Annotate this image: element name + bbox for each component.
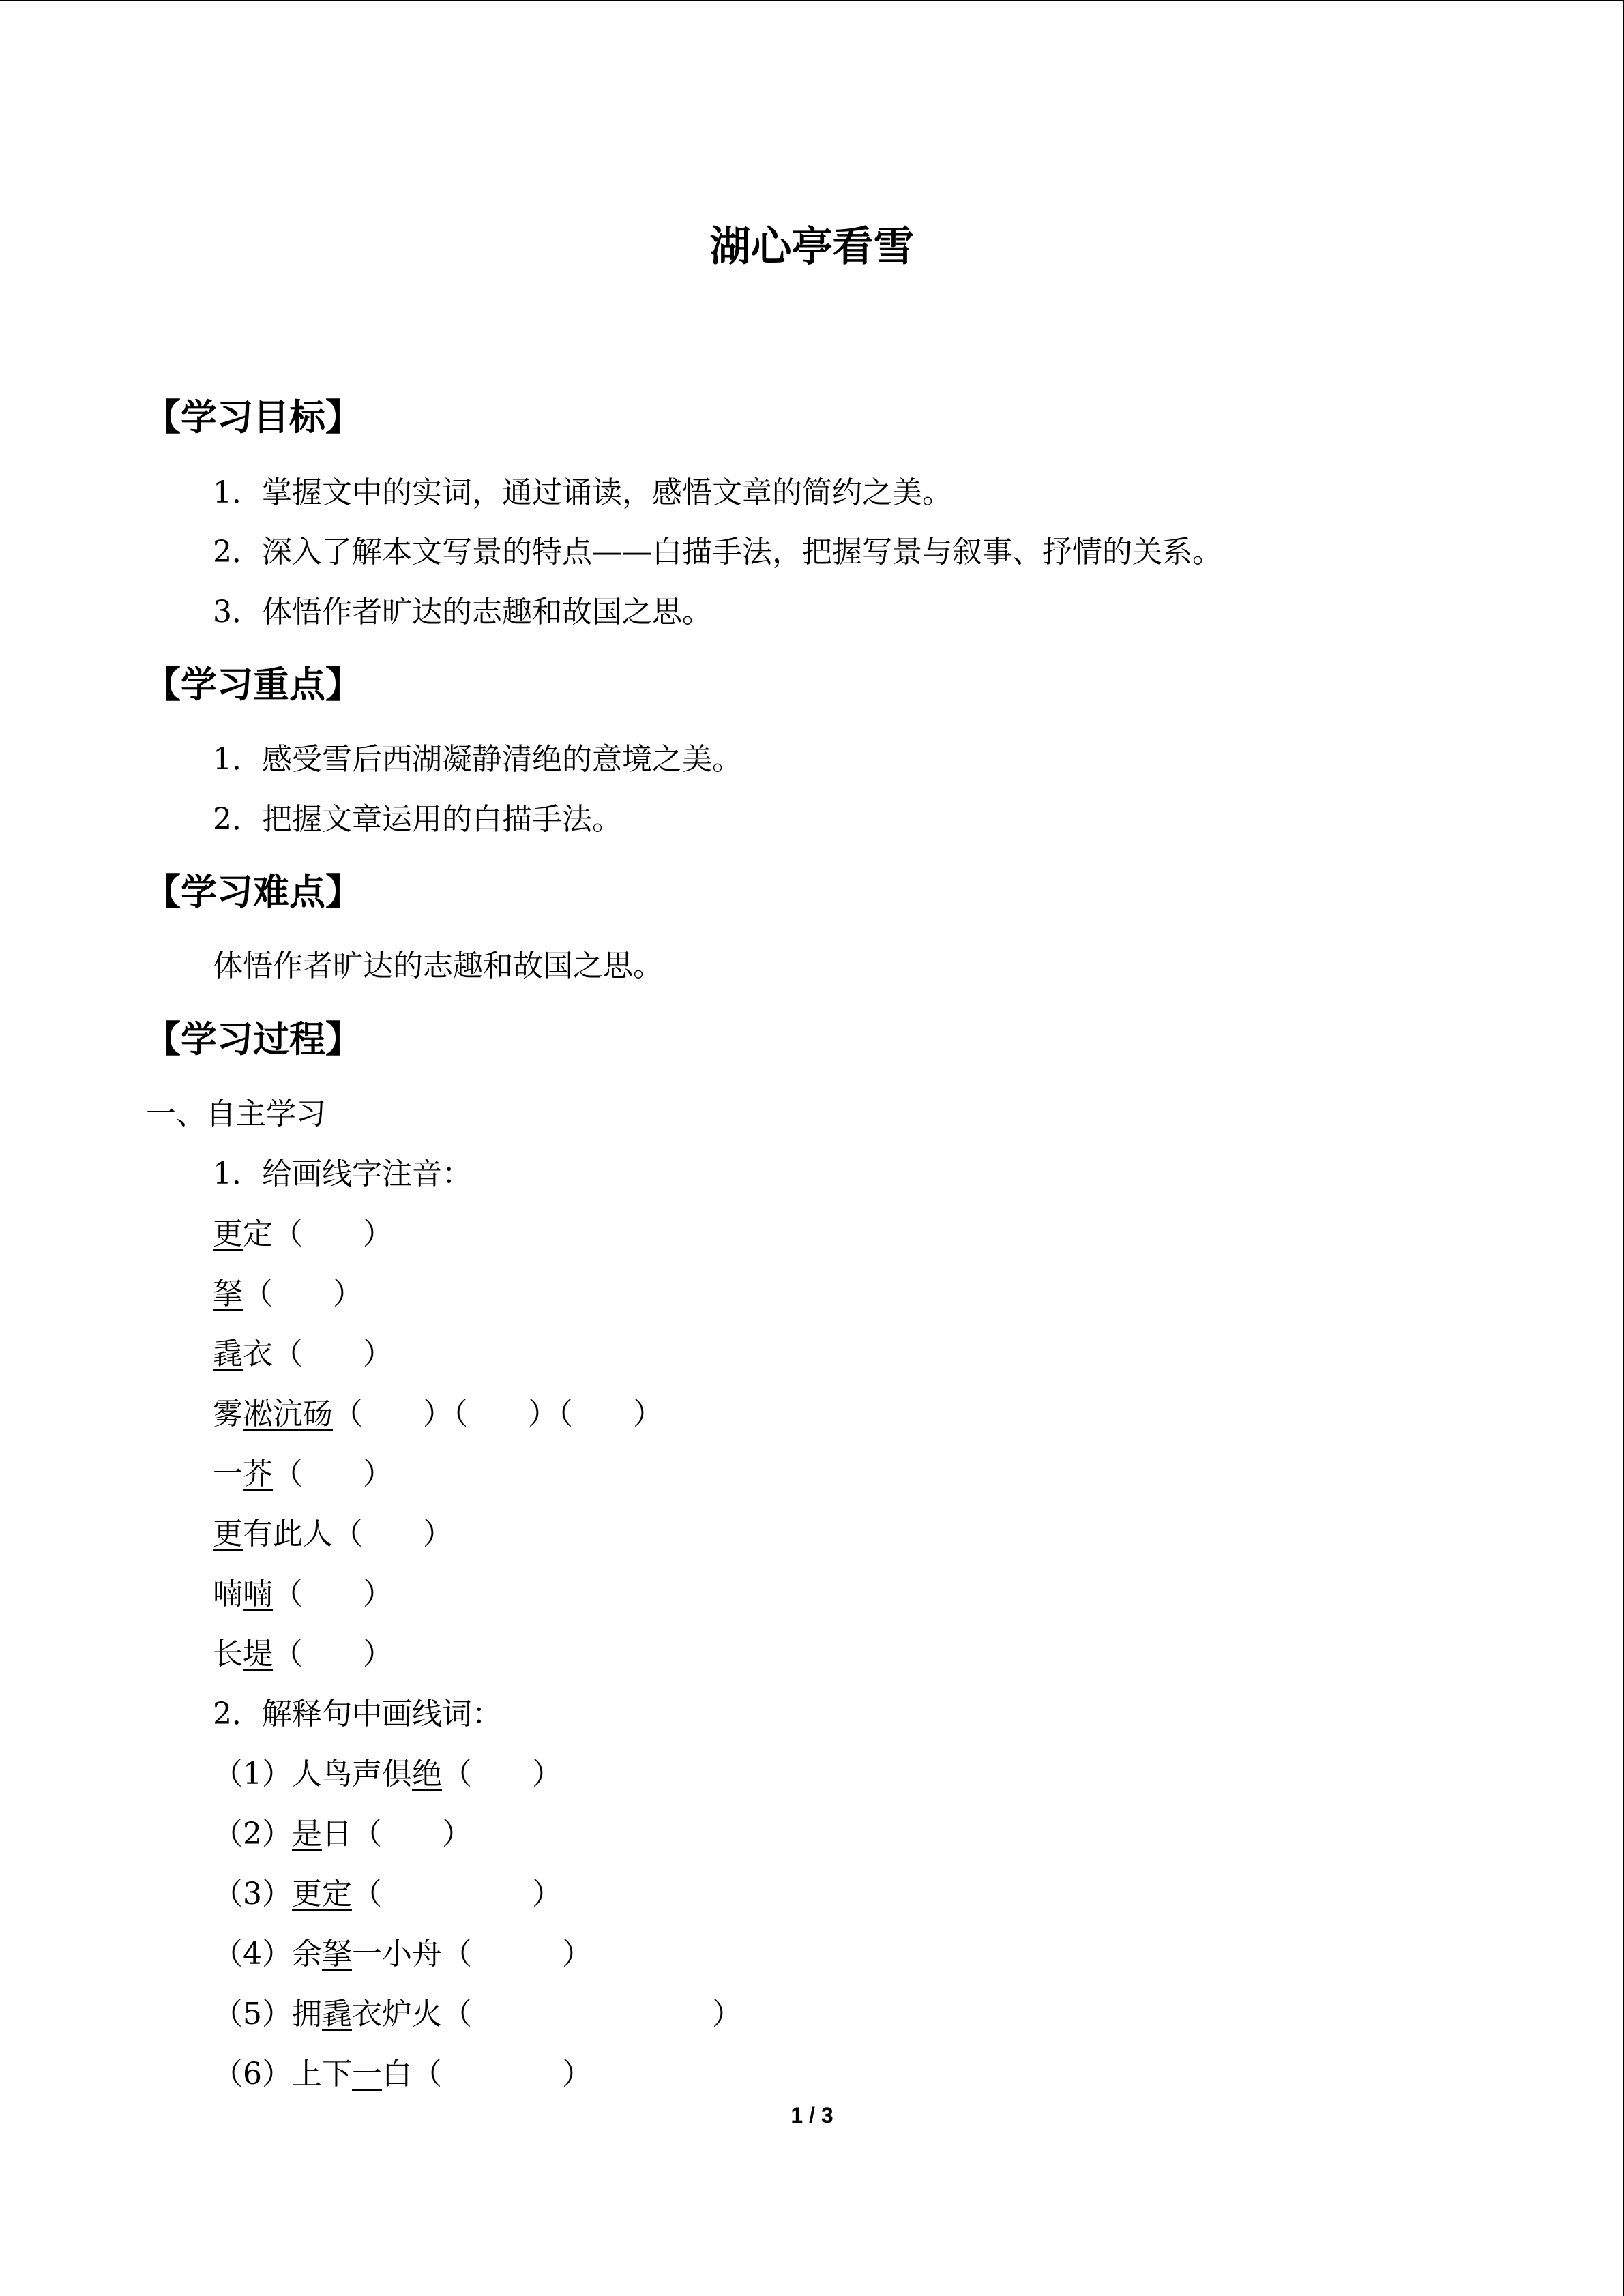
item-rest: 白（ ） — [382, 2057, 592, 2091]
objective-item: 3．体悟作者旷达的志趣和故国之思。 — [213, 595, 712, 629]
page-number: 1 / 3 — [791, 2103, 833, 2128]
underlined-char: 凇沆砀 — [243, 1397, 333, 1431]
item-prefix: 一 — [213, 1457, 243, 1491]
item-prefix: （3） — [213, 1877, 292, 1911]
item-rest: （ ） — [352, 1877, 562, 1911]
pinyin-item — [213, 1517, 453, 1553]
item-prefix: （2） — [213, 1817, 292, 1851]
underlined-word: 是 — [292, 1817, 322, 1851]
question1-title: 1．给画线字注音： — [213, 1157, 472, 1191]
item-rest: （ ） — [243, 1277, 363, 1311]
section-heading-objectives: 【学习目标】 — [145, 397, 361, 438]
pinyin-item — [213, 1397, 663, 1433]
explain-item — [213, 1817, 472, 1853]
underlined-word: 毳 — [322, 1997, 352, 2031]
item-prefix: （4）余 — [213, 1937, 322, 1971]
explain-item — [213, 1877, 562, 1913]
page-title: 湖心亭看雪 — [709, 223, 915, 271]
underlined-char: 喃 — [243, 1577, 273, 1611]
underlined-char: 堤 — [243, 1637, 273, 1671]
item-prefix: （1）人鸟声俱 — [213, 1757, 412, 1791]
item-rest: 衣（ ） — [243, 1337, 393, 1371]
item-prefix: 雾 — [213, 1397, 243, 1431]
item-prefix: （5）拥 — [213, 1997, 322, 2031]
underlined-char: 拏 — [213, 1277, 243, 1311]
item-rest: （ ） — [273, 1577, 393, 1611]
explain-item — [213, 1757, 562, 1793]
section-heading-difficulties: 【学习难点】 — [145, 871, 361, 913]
item-prefix: （6）上下 — [213, 2057, 352, 2091]
item-prefix: 喃 — [213, 1577, 243, 1611]
question2-title: 2．解释句中画线词： — [213, 1697, 502, 1731]
item-rest: （ ） — [273, 1457, 393, 1491]
underlined-char: 更 — [213, 1217, 243, 1251]
key-point-item: 1．感受雪后西湖凝静清绝的意境之美。 — [213, 742, 742, 777]
item-rest: 衣炉火（ ） — [352, 1997, 742, 2031]
pinyin-item — [213, 1217, 393, 1253]
part1-title: 一、自主学习 — [146, 1097, 326, 1131]
pinyin-item — [213, 1457, 393, 1493]
objective-item: 2．深入了解本文写景的特点——白描手法，把握写景与叙事、抒情的关系。 — [213, 535, 1222, 569]
underlined-char: 更 — [213, 1517, 243, 1551]
underlined-word: 更定 — [292, 1877, 352, 1911]
explain-item — [213, 2057, 592, 2093]
item-rest: 有此人（ ） — [243, 1517, 453, 1551]
page-top-border — [0, 0, 1624, 1]
explain-item — [213, 1997, 742, 2033]
section-heading-key-points: 【学习重点】 — [145, 664, 361, 706]
pinyin-item — [213, 1577, 393, 1613]
item-rest: （ ） — [442, 1757, 562, 1791]
underlined-word: 一 — [352, 2057, 382, 2091]
difficulty-text: 体悟作者旷达的志趣和故国之思。 — [213, 949, 663, 983]
objective-item: 1．掌握文中的实词，通过诵读，感悟文章的简约之美。 — [213, 475, 952, 510]
pinyin-item — [213, 1637, 393, 1673]
section-heading-process: 【学习过程】 — [145, 1019, 361, 1060]
item-rest: （ ） — [273, 1637, 393, 1671]
underlined-char: 毳 — [213, 1337, 243, 1371]
item-rest: 定（ ） — [243, 1217, 393, 1251]
item-rest: （ ）（ ）（ ） — [333, 1397, 663, 1431]
item-prefix: 长 — [213, 1637, 243, 1671]
underlined-word: 绝 — [412, 1757, 442, 1791]
key-point-item: 2．把握文章运用的白描手法。 — [213, 802, 622, 837]
pinyin-item — [213, 1277, 363, 1313]
underlined-word: 拏 — [322, 1937, 352, 1971]
item-rest: 一小舟（ ） — [352, 1937, 592, 1971]
explain-item — [213, 1937, 592, 1973]
pinyin-item — [213, 1337, 393, 1373]
underlined-char: 芥 — [243, 1457, 273, 1491]
item-rest: 日（ ） — [322, 1817, 472, 1851]
